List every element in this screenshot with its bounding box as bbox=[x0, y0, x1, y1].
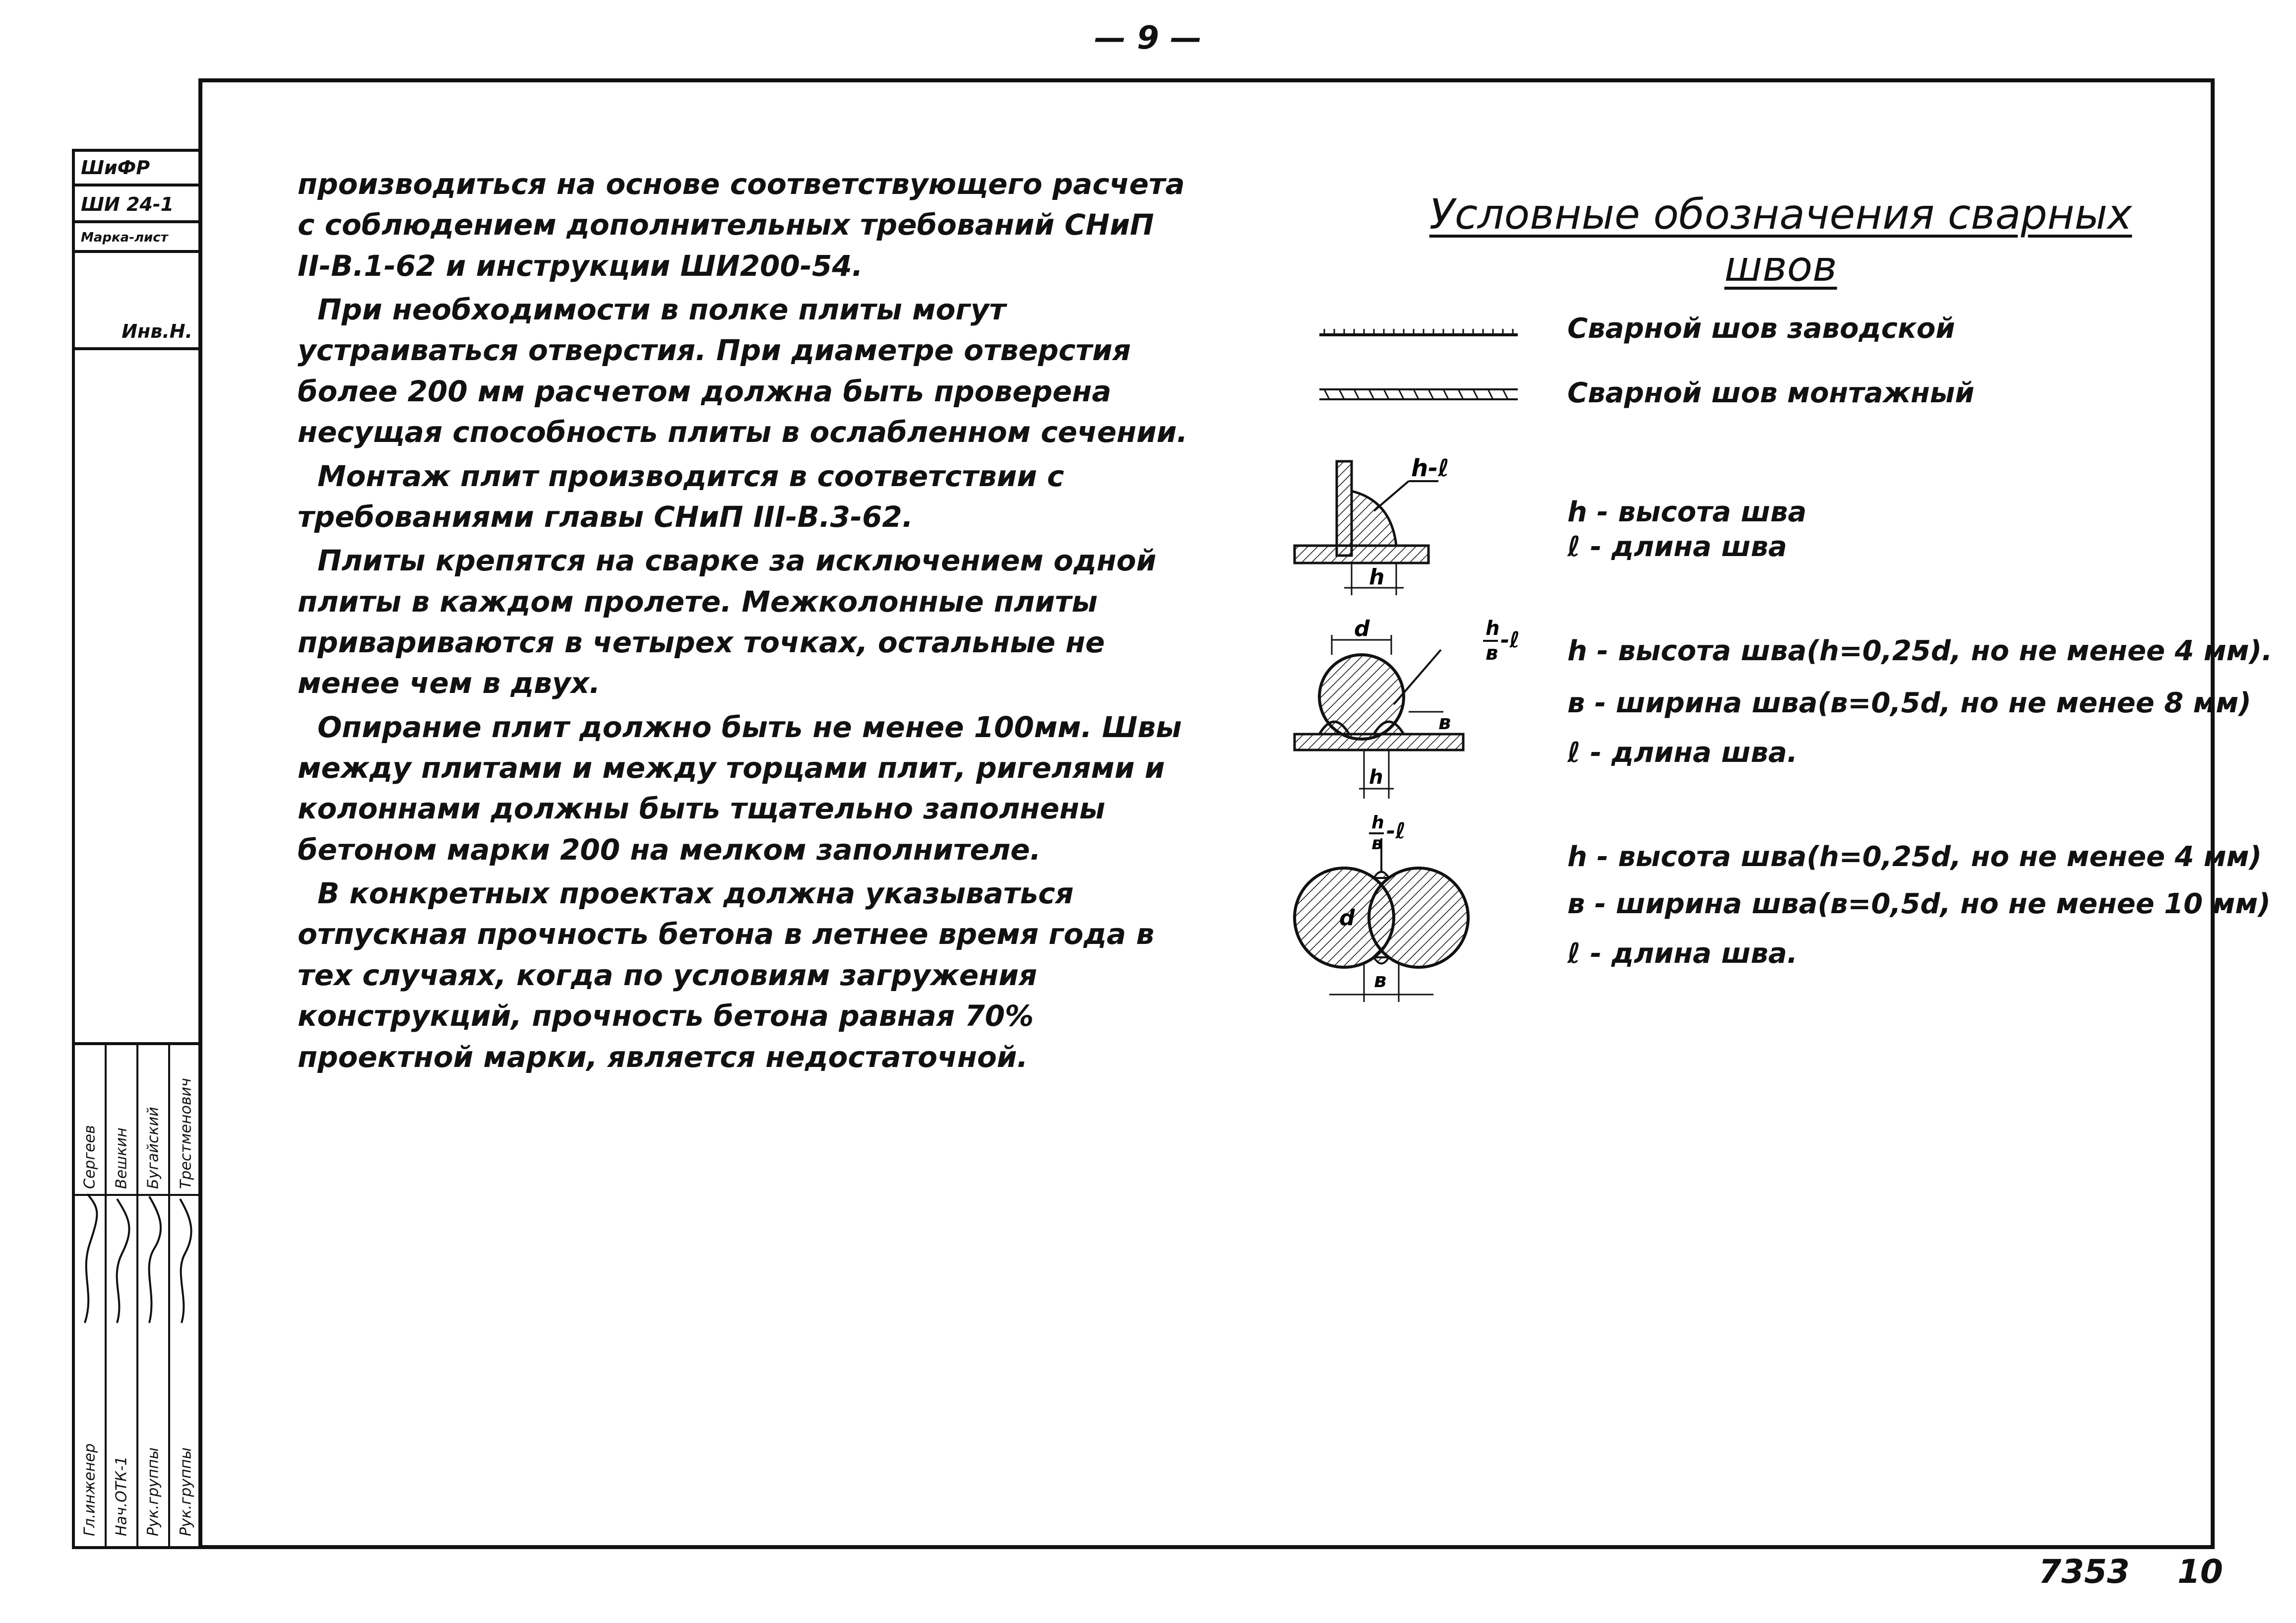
body-paragraph: В конкретных проектах должна указываться отпускная прочность бетона в летнее время года в тех случаях, когда по условиям загружения конструкций, прочность бетона равная 70% проектной марки, является недостаточной. bbox=[298, 876, 1155, 1074]
two-bars-label-suffix: -ℓ bbox=[1386, 818, 1406, 844]
signature-role: Рук.группы bbox=[144, 1447, 162, 1536]
body-paragraph: Опирание плит должно быть не менее 100мм. Швы между плитами и между торцами плит, ригелями и колоннами должны быть тщательно заполнены бетоном марки 200 на мелком заполнителе. bbox=[298, 710, 1182, 867]
body-paragraph: Плиты крепятся на сварке за исключением одной плиты в каждом пролете. Межколонные плиты привариваются в четырех точках, остальные не менее чем в двух. bbox=[298, 544, 1157, 700]
site-weld-symbol bbox=[1319, 384, 1518, 404]
bar-plate-label-h: h bbox=[1486, 617, 1500, 640]
two-bars-desc-width: в - ширина шва(в=0,5d, но не менее 10 мм) bbox=[1567, 888, 2271, 920]
bar-plate-weld-diagram bbox=[1290, 616, 1538, 809]
signature-role: Нач.ОТК-1 bbox=[113, 1456, 130, 1536]
legend-title-line1: Условные обозначения сварных bbox=[1429, 190, 2132, 239]
body-paragraph: производиться на основе соответствующего расчета с соблюдением дополнительных требований СНиП II-В.1-62 и инструкции ШИ200-54. bbox=[298, 167, 1185, 283]
bar-plate-label-suffix: -ℓ bbox=[1500, 627, 1520, 653]
fillet-weld-diagram bbox=[1290, 446, 1449, 605]
fillet-label-h: h bbox=[1369, 564, 1385, 590]
bar-plate-label-width: в bbox=[1438, 711, 1451, 734]
factory-weld-symbol bbox=[1319, 325, 1518, 340]
body-text bbox=[298, 164, 1190, 1080]
two-bars-label-width: в bbox=[1374, 969, 1387, 992]
handwritten-signatures bbox=[75, 1045, 198, 1546]
body-paragraph: Монтаж плит производится в соответствии с требованиями главы СНиП III-В.3-62. bbox=[298, 459, 1064, 534]
two-bars-weld-diagram bbox=[1290, 812, 1513, 1012]
document-number: 7353 bbox=[2039, 1553, 2130, 1591]
two-bars-label-b: в bbox=[1371, 833, 1383, 854]
fillet-desc-height: h - высота шва bbox=[1567, 496, 1807, 528]
signature-surname: Вешкин bbox=[113, 1127, 130, 1189]
factory-weld-label: Сварной шов заводской bbox=[1567, 312, 1955, 345]
signature-surname: Бугайский bbox=[144, 1107, 162, 1189]
bar-plate-desc-height: h - высота шва(h=0,25d, но не менее 4 мм). bbox=[1567, 635, 2273, 667]
signature-surname: Трестменович bbox=[177, 1078, 194, 1189]
side-code-cipher: ШиФР bbox=[75, 152, 198, 187]
sheet-number: 10 bbox=[2177, 1553, 2223, 1591]
legend-title bbox=[1404, 188, 2158, 293]
side-code-series: ШИ 24-1 bbox=[75, 188, 198, 223]
side-code-mark: Марка-лист bbox=[75, 225, 198, 253]
side-code-inventory: Инв.Н. bbox=[75, 315, 198, 350]
two-bars-label-d: d bbox=[1339, 905, 1355, 931]
bar-plate-desc-length: ℓ - длина шва. bbox=[1567, 737, 1798, 769]
fillet-desc-length: ℓ - длина шва bbox=[1567, 531, 1787, 563]
page-number: — 9 — bbox=[1094, 20, 1202, 57]
signature-role: Рук.группы bbox=[177, 1447, 194, 1536]
body-paragraph: При необходимости в полке плиты могут устраиваться отверстия. При диаметре отверстия более 200 мм расчетом должна быть проверена несущая способность плиты в ослабленном сечении. bbox=[298, 293, 1188, 449]
bar-plate-label-height: h bbox=[1369, 766, 1383, 789]
site-weld-label: Сварной шов монтажный bbox=[1567, 377, 1975, 409]
signature-role: Гл.инженер bbox=[81, 1443, 99, 1536]
bar-plate-label-b: в bbox=[1486, 642, 1498, 665]
bar-plate-label-d: d bbox=[1354, 616, 1370, 641]
fillet-label-he: h-ℓ bbox=[1411, 454, 1449, 482]
signature-surname: Сергеев bbox=[81, 1125, 99, 1189]
legend-title-line2: швов bbox=[1724, 242, 1837, 291]
two-bars-desc-height: h - высота шва(h=0,25d, но не менее 4 мм) bbox=[1567, 841, 2262, 873]
signature-block bbox=[75, 1042, 198, 1546]
bar-plate-desc-width: в - ширина шва(в=0,5d, но не менее 8 мм) bbox=[1567, 687, 2251, 719]
side-strip bbox=[72, 149, 198, 1549]
two-bars-label-h: h bbox=[1371, 812, 1384, 833]
two-bars-desc-length: ℓ - длина шва. bbox=[1567, 937, 1798, 970]
